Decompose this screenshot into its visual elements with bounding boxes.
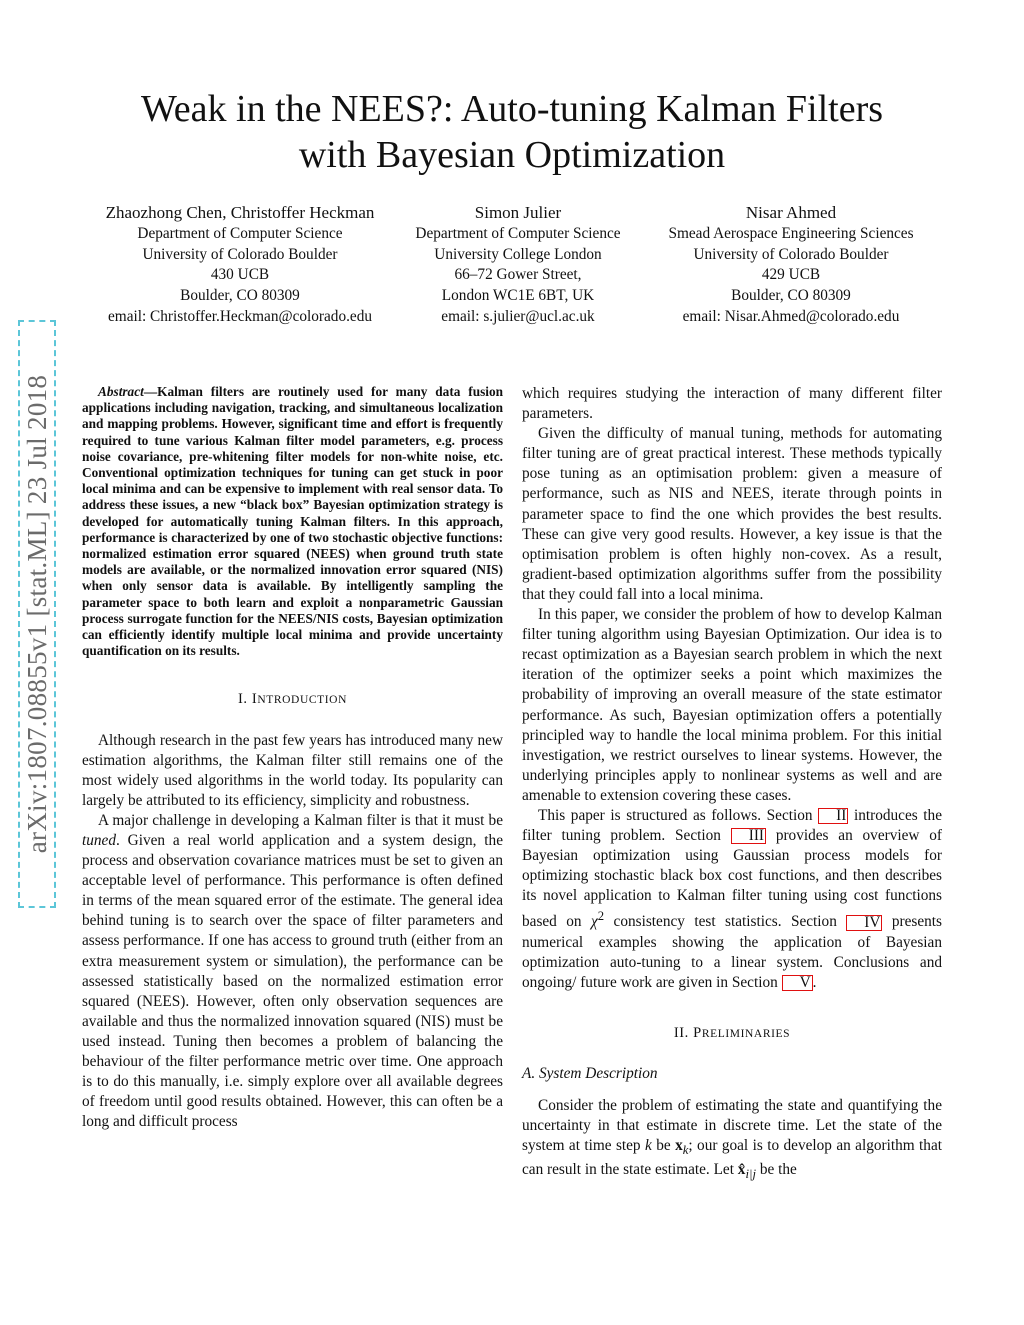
text-run: consistency test statistics. Section bbox=[604, 913, 847, 931]
author-affiliation-2 bbox=[400, 202, 636, 328]
arxiv-sidebar bbox=[12, 320, 62, 908]
section-link-ii[interactable]: II bbox=[818, 808, 848, 824]
arxiv-identifier[interactable]: arXiv:1807.08855v1 [stat.ML] 23 Jul 2018 bbox=[18, 320, 56, 908]
section-link-v[interactable]: V bbox=[782, 975, 813, 991]
author-affiliation-3 bbox=[644, 202, 938, 328]
author-address-line: 430 UCB bbox=[210, 266, 270, 284]
author-email: email: Christoffer.Heckman@colorado.edu bbox=[108, 307, 372, 325]
abstract-text: —Kalman filters are routinely used for many data fusion applications including navigation, tracking, and simultaneous localization and mapping problems. However, significant time and effort is frequently required to tune various Kalman filter model parameters, e.g. process noise covariance, pre-whitening filter models for non-white noise, etc. Conventional optimization techniques for tuning can get stuck in poor local minima and can be expensive to implement with real sensor data. To address these issues, a new “black box” Bayesian optimization strategy is developed for automatically tuning Kalman filters. In this approach, performance is characterized by one of two stochastic objective functions: normalized estimation error squared (NEES) when ground truth state models are available, or the normalized innovation error squared (NIS) when only sensor data is available. By intelligently sampling the parameter space to both learn and exploit a nonparametric Gaussian process surrogate function for the NEES/NIS costs, Bayesian optimization can efficiently identify multiple local minima and provide uncertainty quantification on its results. bbox=[82, 384, 503, 659]
intro-paragraph-6 bbox=[522, 806, 942, 993]
intro-paragraph-5: In this paper, we consider the problem of how to develop Kalman filter tuning algorithm using Bayesian Optimization. Our idea is to recast optimization as a Bayesian search problem in which the next iteration of the optimizer seeks a point which maximizes the probability of improving an overall measure of the state estimator performance. As such, Bayesian optimization offers a potentially principled way to handle the local minima problem. For this initial investigation, we restrict ourselves to linear systems. However, the underlying principles apply to nonlinear systems as well and are amenable to extension covering these cases. bbox=[522, 606, 942, 804]
author-department: Department of Computer Science bbox=[415, 225, 621, 242]
author-address-line: Boulder, CO 80309 bbox=[180, 287, 300, 305]
title-line-2: with Bayesian Optimization bbox=[298, 134, 726, 176]
section-title-rest: NTRODUCTION bbox=[257, 694, 347, 707]
author-university: University of Colorado Boulder bbox=[142, 245, 338, 263]
section-title-initial: P bbox=[693, 1024, 702, 1041]
text-run: This paper is structured as follows. Section bbox=[538, 806, 819, 824]
text-run: introduces the filter tuning problem. Section bbox=[522, 806, 942, 845]
text-run: ; our goal is to develop an algorithm that can result in the state estimate. Let bbox=[522, 1137, 942, 1179]
abstract-label: Abstract bbox=[98, 384, 144, 399]
math-subscript-k: k bbox=[682, 1143, 689, 1158]
section-link-iv[interactable]: IV bbox=[846, 915, 882, 931]
section-heading-introduction bbox=[82, 689, 503, 710]
text-run: Consider the problem of estimating the state and quantifying the uncertainty in that estimate in discrete time. Let the state of the system at time step bbox=[522, 1097, 942, 1155]
section-heading-preliminaries bbox=[522, 1023, 942, 1044]
author-name: Nisar Ahmed bbox=[745, 203, 837, 222]
intro-paragraph-2 bbox=[82, 811, 503, 1133]
preliminaries-paragraph-1 bbox=[522, 1096, 942, 1184]
author-address-line: London WC1E 6BT, UK bbox=[441, 287, 595, 305]
abstract bbox=[82, 384, 503, 659]
math-k: k bbox=[645, 1137, 652, 1155]
text-run: . bbox=[812, 973, 817, 991]
author-affiliation-1 bbox=[84, 202, 396, 328]
right-column bbox=[522, 384, 942, 1185]
intro-paragraph-3: which requires studying the interaction of many different filter parameters. bbox=[522, 385, 942, 423]
chi-superscript: 2 bbox=[597, 909, 605, 924]
section-numeral: I. bbox=[238, 691, 248, 708]
author-department: Department of Computer Science bbox=[137, 225, 343, 242]
section-link-iii[interactable]: III bbox=[731, 828, 766, 844]
author-department: Smead Aerospace Engineering Sciences bbox=[668, 225, 914, 242]
author-university: University of Colorado Boulder bbox=[693, 245, 889, 263]
title-line-1: Weak in the NEES?: Auto-tuning Kalman Filters bbox=[140, 88, 884, 130]
text-run: . Given a real world application and a system design, the process and observation covariance matrices must be set to given an acceptable level of performance. This performance is often defined in terms of the mean squared error of the estimate. The general idea behind tuning is to search over the space of filter parameters and assess performance. If one has access to ground truth (either from an extra measurement system or simulation), the performance can be assessed statistically based on the normalized estimation error squared (NEES). However, often only observation sequences are available and thus the normalized innovation squared (NIS) must be used instead. Tuning then becomes a problem of balancing the behaviour of the filter performance metric over time. One approach is to do this manually, i.e. simply explore over all available degrees of freedom until good results obtained. However, this can often be a long and difficult process bbox=[82, 832, 503, 1131]
author-address-line: 429 UCB bbox=[761, 266, 821, 284]
section-numeral: II. bbox=[673, 1024, 689, 1041]
author-email: email: s.julier@ucl.ac.uk bbox=[441, 307, 595, 325]
author-address-line: 66–72 Gower Street, bbox=[454, 266, 582, 284]
paper-title bbox=[80, 86, 944, 178]
chi-symbol: χ bbox=[591, 913, 598, 931]
subsection-heading-system-description: A. System Description bbox=[522, 1065, 658, 1082]
intro-paragraph-1: Although research in the past few years has introduced many new estimation algorithms, the Kalman filter still remains one of the most widely used algorithms in the world today. Its popularity can largely be attributed to its efficiency, simplicity and robustness. bbox=[82, 731, 503, 809]
author-email: email: Nisar.Ahmed@colorado.edu bbox=[682, 307, 900, 325]
text-run: A major challenge in developing a Kalman filter is that it must be bbox=[98, 811, 503, 829]
text-run: be the bbox=[756, 1161, 797, 1179]
author-name: Simon Julier bbox=[474, 203, 562, 222]
intro-paragraph-4: Given the difficulty of manual tuning, methods for automating filter tuning are of great practical interest. These methods typically pose tuning as an optimisation problem: given a measure of performance, such as NIS and NEES, iterate through points in parameter space to find the one which provides the best results. These can give very good results. However, a key issue is that the optimisation problem is often highly non-covex. As a result, gradient-based optimization algorithms suffer from the possibility that they could fall into a local minima. bbox=[522, 425, 942, 603]
math-x-hat: x̂ bbox=[737, 1161, 746, 1179]
text-run: presents numerical examples showing the application of Bayesian optimization auto-tuning to a linear system. Conclusions and ongoing/ future work are given in Section bbox=[522, 913, 942, 991]
section-title-initial: I bbox=[251, 691, 258, 708]
left-column bbox=[82, 384, 503, 1132]
author-name: Zhaozhong Chen, Christoffer Heckman bbox=[105, 203, 375, 222]
author-address-line: Boulder, CO 80309 bbox=[731, 287, 851, 305]
math-subscript-ij: i|j bbox=[745, 1167, 757, 1182]
author-university: University College London bbox=[434, 245, 602, 263]
section-title-rest: RELIMINARIES bbox=[701, 1027, 791, 1040]
math-x: x bbox=[675, 1137, 683, 1155]
emphasis-tuned: tuned bbox=[82, 832, 116, 850]
text-run: provides an overview of Bayesian optimization using Gaussian process models for optimizing stochastic black box cost functions, and then describes its novel application to Kalman filter tuning using cost functions based on bbox=[522, 827, 942, 931]
text-run: be bbox=[651, 1137, 676, 1155]
